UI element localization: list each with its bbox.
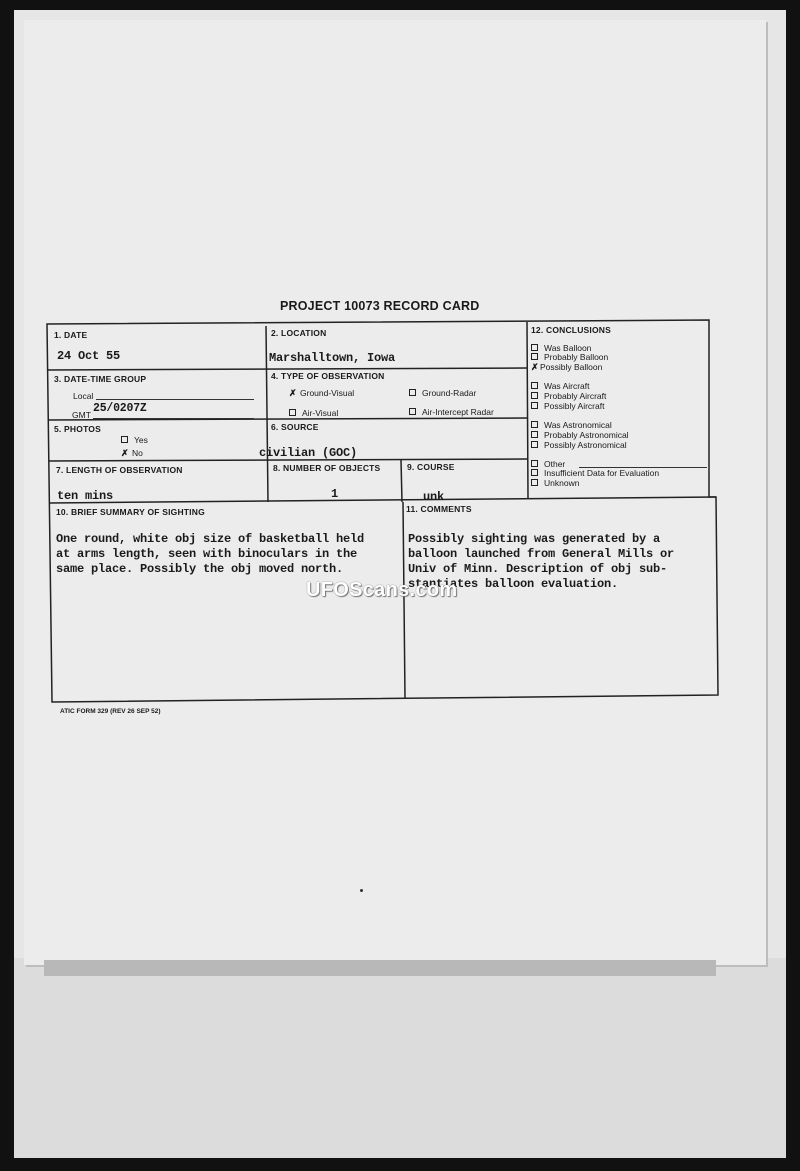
- conclusion-unknown: [531, 478, 579, 488]
- conclusion-probably-aircraft: [531, 391, 606, 401]
- objects-value: 1: [331, 487, 339, 501]
- length-label: 7. LENGTH OF OBSERVATION: [56, 465, 183, 475]
- checkbox-icon: [409, 408, 416, 415]
- checkbox-icon: [531, 479, 538, 486]
- checkbox-icon: [531, 421, 538, 428]
- card-title: PROJECT 10073 RECORD CARD: [280, 299, 480, 313]
- length-value: ten mins: [57, 489, 114, 503]
- location-label: 2. LOCATION: [271, 328, 327, 338]
- comments-value: Possibly sighting was generated by a balloon launched from General Mills or Univ of Minn. Description of obj sub- stantiates balloon evaluation.: [408, 532, 675, 591]
- conclusion-text: Was Aircraft: [544, 381, 590, 391]
- date-value: 24 Oct 55: [57, 349, 121, 363]
- option-air-intercept-radar: [409, 407, 494, 417]
- conclusion-text: Possibly Balloon: [540, 362, 603, 372]
- x-check-icon: ✗: [289, 388, 297, 398]
- summary-value: One round, white obj size of basketball held at arms length, seen with binoculars in the same place. Possibly the obj moved north.: [56, 532, 365, 576]
- location-value: Marshalltown, Iowa: [269, 351, 396, 365]
- checkbox-icon: [531, 382, 538, 389]
- conclusion-text: Possibly Aircraft: [544, 401, 605, 411]
- local-label: Local: [73, 391, 94, 401]
- option-ground-radar: [409, 388, 476, 398]
- conclusion-text: Probably Balloon: [544, 352, 609, 362]
- summary-label: 10. BRIEF SUMMARY OF SIGHTING: [56, 507, 205, 517]
- paper-speck: [360, 889, 363, 892]
- air-intercept-radar-text: Air-Intercept Radar: [422, 407, 494, 417]
- conclusion-was-aircraft: [531, 381, 590, 391]
- checkbox-icon: [121, 436, 128, 443]
- gmt-value: 25/0207Z: [93, 402, 147, 415]
- gmt-underline: [93, 418, 254, 419]
- photos-no-text: No: [132, 448, 143, 458]
- date-label: 1. DATE: [54, 330, 88, 340]
- photos-yes-option: [121, 435, 148, 445]
- conclusion-was-astronomical: [531, 420, 612, 430]
- checkbox-icon: [531, 392, 538, 399]
- photos-label: 5. PHOTOS: [54, 424, 101, 434]
- conclusion-text: Probably Aircraft: [544, 391, 607, 401]
- checkbox-icon: [531, 431, 538, 438]
- checkbox-icon: [531, 469, 538, 476]
- conclusion-possibly-astronomical: [531, 440, 627, 450]
- checkbox-icon: [531, 441, 538, 448]
- conclusion-possibly-balloon: [531, 362, 602, 373]
- ground-visual-text: Ground-Visual: [300, 388, 355, 398]
- checkbox-icon: [409, 389, 416, 396]
- conclusion-insufficient-data: [531, 468, 659, 478]
- comments-label: 11. COMMENTS: [406, 504, 472, 514]
- form-id: ATIC FORM 329 (REV 26 SEP 52): [60, 708, 161, 715]
- conclusion-probably-balloon: [531, 352, 608, 362]
- source-value: civilian (GOC): [259, 446, 358, 460]
- watermark: UFOScans.com: [306, 579, 458, 601]
- photos-yes-text: Yes: [134, 435, 148, 445]
- checkbox-icon: [531, 344, 538, 351]
- date-time-group-label: 3. DATE-TIME GROUP: [54, 374, 147, 384]
- x-check-icon: ✗: [531, 362, 539, 372]
- photos-no-option: [121, 448, 143, 459]
- conclusion-text: Was Astronomical: [544, 420, 612, 430]
- conclusion-probably-astronomical: [531, 430, 629, 440]
- source-label: 6. SOURCE: [271, 422, 319, 432]
- checkbox-icon: [289, 409, 296, 416]
- course-label: 9. COURSE: [407, 462, 455, 472]
- conclusion-text: Probably Astronomical: [544, 430, 629, 440]
- conclusion-text: Possibly Astronomical: [544, 440, 627, 450]
- conclusions-label: 12. CONCLUSIONS: [531, 325, 611, 335]
- checkbox-icon: [531, 402, 538, 409]
- conclusion-possibly-aircraft: [531, 401, 604, 411]
- conclusion-text: Unknown: [544, 478, 580, 488]
- checkbox-icon: [531, 460, 538, 467]
- objects-label: 8. NUMBER OF OBJECTS: [273, 463, 381, 473]
- observation-type-label: 4. TYPE OF OBSERVATION: [271, 371, 385, 381]
- conclusion-text: Was Balloon: [544, 343, 592, 353]
- conclusion-text: Other: [544, 459, 566, 469]
- air-visual-text: Air-Visual: [302, 408, 339, 418]
- course-value: unk: [423, 490, 445, 504]
- ground-radar-text: Ground-Radar: [422, 388, 477, 398]
- conclusion-text: Insufficient Data for Evaluation: [544, 468, 660, 478]
- gmt-label: GMT: [72, 410, 91, 420]
- local-underline: [96, 399, 254, 400]
- checkbox-icon: [531, 353, 538, 360]
- option-ground-visual: [289, 388, 354, 399]
- x-check-icon: ✗: [121, 448, 129, 458]
- option-air-visual: [289, 408, 338, 418]
